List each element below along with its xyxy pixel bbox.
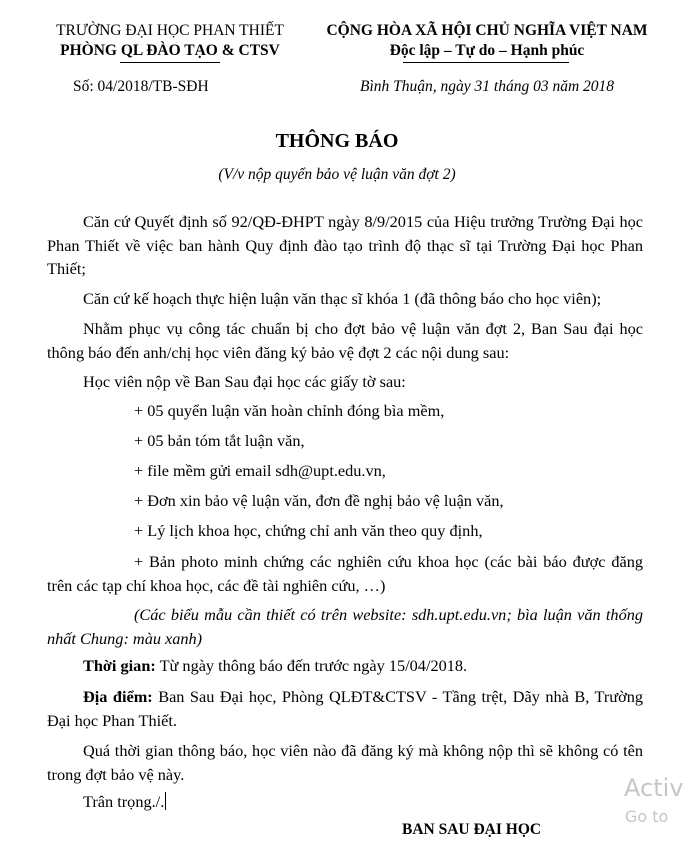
list-item: + Đơn xin bảo vệ luận văn, đơn đề nghị bảo vệ luận văn, xyxy=(134,491,504,510)
place-value: Ban Sau Đại học, Phòng QLĐT&CTSV - Tầng trệt, Dãy nhà B, Trường Đại học Phan Thiết. xyxy=(47,687,643,730)
list-item: + Lý lịch khoa học, chứng chỉ anh văn theo quy định, xyxy=(134,521,483,540)
text-cursor xyxy=(165,792,166,810)
signature-unit: BAN SAU ĐẠI HỌC xyxy=(402,821,542,838)
activation-watermark-title: Activ xyxy=(624,774,683,802)
nation-motto: Độc lập – Tự do – Hạnh phúc xyxy=(389,42,585,59)
time-value: Từ ngày thông báo đến trước ngày 15/04/2018. xyxy=(155,656,468,675)
doc-title: THÔNG BÁO xyxy=(275,130,399,152)
paragraph-plan-basis: Căn cứ kế hoạch thực hiện luận văn thạc sĩ khóa 1 (đã thông báo cho học viên); xyxy=(83,289,602,308)
place-label: Địa điểm: xyxy=(83,687,153,706)
org-underline xyxy=(120,62,220,63)
forms-note: (Các biểu mẫu cần thiết có trên website: sdh.upt.edu.vn; bìa luận văn thống nhất Chung: màu xanh) xyxy=(47,605,643,648)
list-item: + 05 quyển luận văn hoàn chỉnh đóng bìa mềm, xyxy=(134,401,445,420)
paragraph-purpose: Nhằm phục vụ công tác chuẩn bị cho đợt bảo vệ luận văn đợt 2, Ban Sau đại học thông báo đến anh/chị học viên đăng ký bảo vệ đợt 2 các nội dung sau: xyxy=(47,319,643,362)
time-label: Thời gian: xyxy=(83,656,156,675)
doc-subtitle: (V/v nộp quyển bảo vệ luận văn đợt 2) xyxy=(218,166,456,183)
doc-number: Số: 04/2018/TB-SĐH xyxy=(73,78,209,95)
submit-intro: Học viên nộp về Ban Sau đại học các giấy tờ sau: xyxy=(83,372,406,391)
closing: Trân trọng./. xyxy=(83,792,165,811)
org-department: PHÒNG QL ĐÀO TẠO & CTSV xyxy=(60,42,280,59)
list-item: + Bản photo minh chứng các nghiên cứu khoa học (các bài báo được đăng trên các tạp chí khoa học, các đề tài nghiên cứu, …) xyxy=(47,552,643,595)
place-info xyxy=(47,685,643,732)
motto-underline xyxy=(403,62,569,63)
place-date: Bình Thuận, ngày 31 tháng 03 năm 2018 xyxy=(360,78,615,95)
time-info xyxy=(83,656,467,676)
paragraph-late: Quá thời gian thông báo, học viên nào đã đăng ký mà không nộp thì sẽ không có tên trong đợt bảo vệ này. xyxy=(47,741,643,784)
list-item: + 05 bản tóm tắt luận văn, xyxy=(134,431,305,450)
list-item: + file mềm gửi email sdh@upt.edu.vn, xyxy=(134,461,386,480)
nation-name: CỘNG HÒA XÃ HỘI CHỦ NGHĨA VIỆT NAM xyxy=(326,22,648,39)
activation-watermark-subtitle: Go to xyxy=(625,807,669,826)
paragraph-legal-basis: Căn cứ Quyết định số 92/QĐ-ĐHPT ngày 8/9/2015 của Hiệu trưởng Trường Đại học Phan Thiết về việc ban hành Quy định đào tạo trình độ thạc sĩ tại Trường Đại học Phan Thiết; xyxy=(47,212,643,278)
org-name: TRƯỜNG ĐẠI HỌC PHAN THIẾT xyxy=(56,22,284,39)
